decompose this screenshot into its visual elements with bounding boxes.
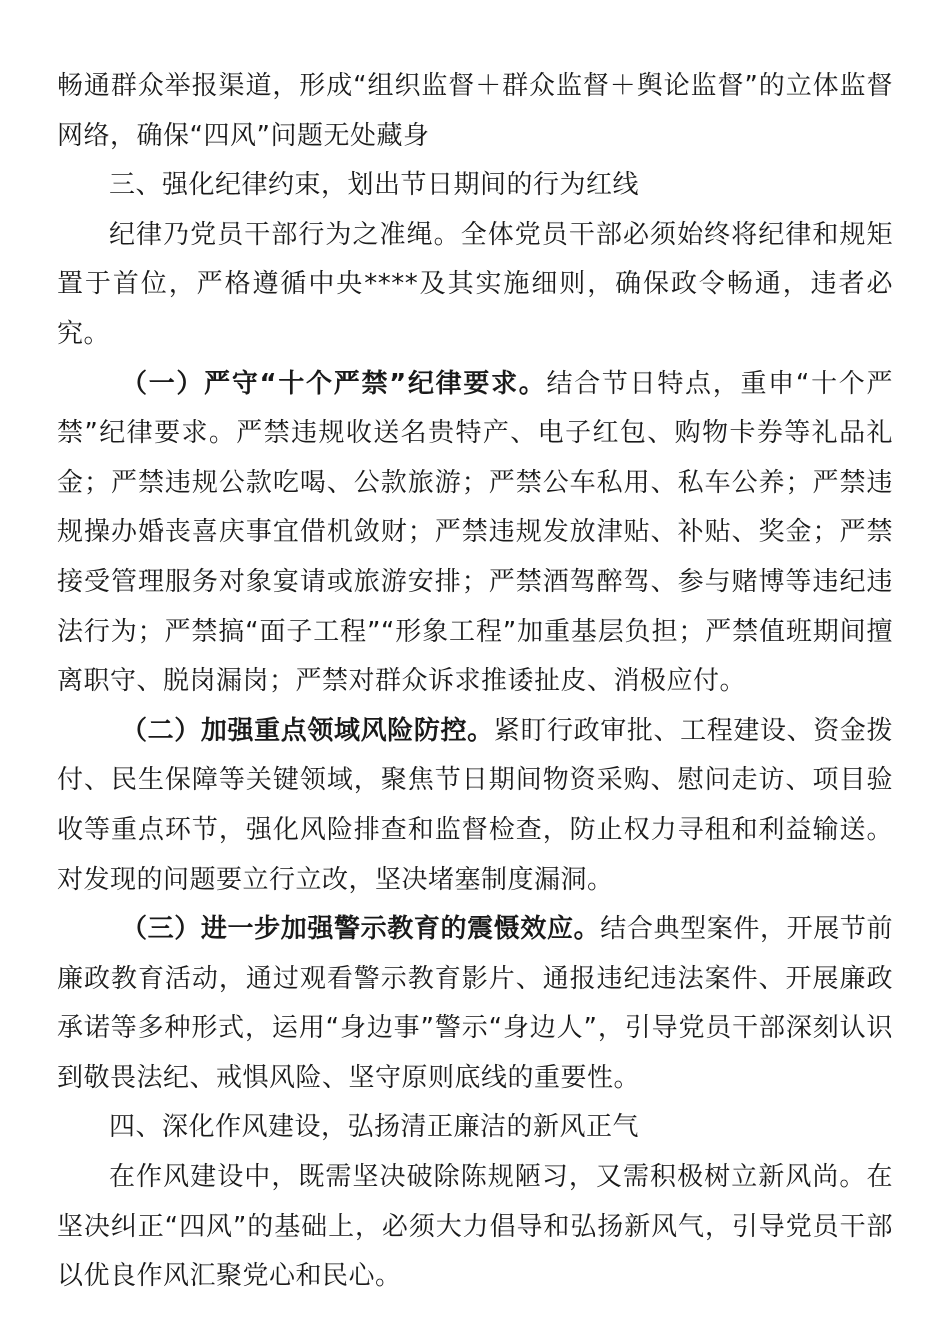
section-heading-3: 三、强化纪律约束，划出节日期间的行为红线	[109, 170, 640, 201]
section-heading-4: 四、深化作风建设，弘扬清正廉洁的新风正气	[109, 1112, 640, 1143]
subsection-2	[57, 707, 893, 905]
subsection-1-title: （一）严守“十个严禁”纪律要求。	[121, 368, 547, 399]
subsection-2-body: 紧盯行政审批、工程建设、资金拨付、民生保障等关键领域，聚焦节日期间物资采购、慰问走访、项目验收等重点环节，强化风险排查和监督检查，防止权力寻租和利益输送。对发现的问题要立行立改，坚决堵塞制度漏洞。	[57, 715, 893, 895]
paragraph-discipline-intro: 纪律乃党员干部行为之准绳。全体党员干部必须始终将纪律和规矩置于首位，严格遵循中央****及其实施细则，确保政令畅通，违者必究。	[57, 219, 893, 349]
subsection-1	[57, 360, 893, 707]
subsection-1-body: 结合节日特点，重申“十个严禁”纪律要求。严禁违规收送名贵特产、电子红包、购物卡券等礼品礼金；严禁违规公款吃喝、公款旅游；严禁公车私用、私车公养；严禁违规操办婚丧喜庆事宜借机敛财；严禁违规发放津贴、补贴、奖金；严禁接受管理服务对象宴请或旅游安排；严禁酒驾醉驾、参与赌博等违纪违法行为；严禁搞“面子工程”“形象工程”加重基层负担；严禁值班期间擅离职守、脱岗漏岗；严禁对群众诉求推诿扯皮、消极应付。	[57, 368, 893, 697]
paragraph-continued: 畅通群众举报渠道，形成“组织监督＋群众监督＋舆论监督”的立体监督网络，确保“四风”问题无处藏身	[57, 71, 893, 151]
subsection-3-title: （三）进一步加强警示教育的震慑效应。	[121, 914, 601, 945]
subsection-3	[57, 905, 893, 1103]
subsection-2-title: （二）加强重点领域风险防控。	[121, 715, 494, 746]
paragraph-style-building: 在作风建设中，既需坚决破除陈规陋习，又需积极树立新风尚。在坚决纠正“四风”的基础上，必须大力倡导和弘扬新风气，引导党员干部以优良作风汇聚党心和民心。	[57, 1162, 893, 1292]
document-page	[57, 62, 893, 1302]
subsection-3-body: 结合典型案件，开展节前廉政教育活动，通过观看警示教育影片、通报违纪违法案件、开展廉政承诺等多种形式，运用“身边事”警示“身边人”，引导党员干部深刻认识到敬畏法纪、戒惧风险、坚守原则底线的重要性。	[57, 914, 893, 1093]
